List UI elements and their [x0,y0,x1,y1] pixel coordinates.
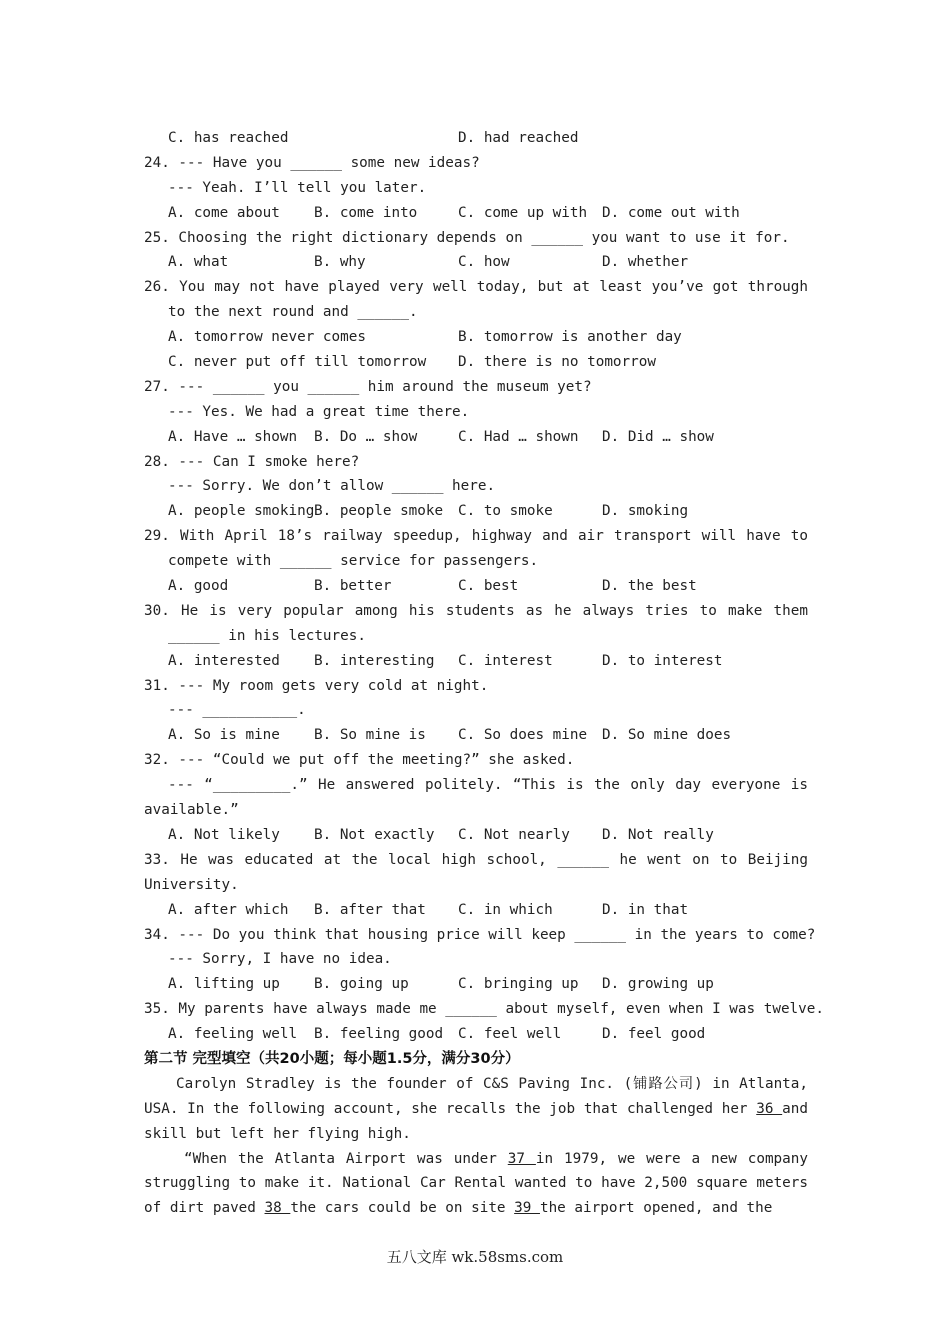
q33-stem-cont: University. [144,876,239,893]
blank-39: 39 [514,1200,540,1217]
q27-answer-line: --- Yes. We had a great time there. [168,403,470,420]
blank-38: 38 [264,1200,291,1217]
option-c: C. has reached [168,130,289,146]
q27-stem: 27. --- ______ you ______ him around the museum yet? [144,378,592,395]
q24-stem: 24. --- Have you ______ some new ideas? [144,154,480,171]
q26-options-ab [144,325,808,350]
q33-options [144,898,808,923]
option-a: A. So is mine [168,727,280,744]
option-d: D. growing up [602,976,714,993]
passage-text: in 1979, we were a new company struggling to make it. National Car Rental wanted to have 2,500 square meters of dirt paved [144,1150,808,1217]
option-a: A. good [168,578,229,595]
q24-options [144,201,808,226]
option-a: A. tomorrow never comes [168,329,366,346]
q30-stem: 30. He is very popular among his students as he always tries to make them [144,602,808,619]
q30-options [144,649,808,674]
passage-text: the airport opened, and the [539,1200,773,1217]
passage-text: and skill but left her flying high. [144,1100,808,1142]
option-b: B. going up [314,976,409,993]
option-b: B. why [314,254,366,271]
option-b: B. come into [314,204,418,221]
q26-options-cd [144,350,808,375]
option-a: A. lifting up [168,976,280,993]
blank-37: 37 [507,1150,536,1167]
option-c: C. bringing up [458,976,579,993]
exam-page [144,126,824,1221]
option-c: C. to smoke [458,503,553,520]
passage-text: “When the Atlanta Airport was under [184,1150,508,1167]
option-c: C. Not nearly [458,826,570,843]
q32-options [144,823,808,848]
q25-stem: 25. Choosing the right dictionary depends on ______ you want to use it for. [144,229,790,246]
option-b: B. So mine is [314,727,426,744]
option-b: B. feeling good [314,1026,444,1043]
option-b: B. after that [314,901,426,918]
option-d: D. Not really [602,826,714,843]
option-c: C. in which [458,901,553,918]
option-a: A. people smoking [168,503,315,520]
q32-stem: 32. --- “Could we put off the meeting?” she asked. [144,752,575,769]
q28-options [144,499,808,524]
q30-stem-cont: ______ in his lectures. [168,627,366,644]
q31-stem: 31. --- My room gets very cold at night. [144,677,489,694]
option-a: A. what [168,254,229,271]
passage-paragraph-2 [144,1147,808,1222]
option-d: D. had reached [458,130,579,146]
q29-options [144,574,808,599]
option-a: A. interested [168,652,280,669]
q32-answer-cont: available.” [144,802,239,819]
option-d: D. the best [602,578,697,595]
option-c: C. feel well [458,1026,562,1043]
option-c: C. never put off till tomorrow [168,354,427,371]
q23-options [144,126,808,151]
option-a: A. Not likely [168,826,280,843]
option-b: B. Do … show [314,428,418,445]
option-c: C. best [458,578,519,595]
option-c: C. Had … shown [458,428,579,445]
section-title: 第二节 完型填空（共20小题；每小题1.5分，满分30分） [144,1050,520,1067]
q26-stem-cont: to the next round and ______. [168,304,418,321]
option-b: B. better [314,578,392,595]
page-footer: 五八文库 wk.58sms.com [386,1248,564,1266]
q32-answer-line: --- “_________.” He answered politely. “This is the only day everyone is [168,777,808,794]
option-b: B. tomorrow is another day [458,329,682,346]
q34-stem: 34. --- Do you think that housing price will keep ______ in the years to come? [144,926,816,943]
option-d: D. smoking [602,503,689,520]
option-d: D. whether [602,254,689,271]
passage-text: the cars could be on site [290,1200,515,1217]
option-d: D. to interest [602,652,723,669]
q26-stem: 26. You may not have played very well today, but at least you’ve got through [144,279,808,296]
option-c: C. interest [458,652,553,669]
q29-stem-cont: compete with ______ service for passengers. [168,553,539,570]
q28-stem: 28. --- Can I smoke here? [144,453,360,470]
option-a: A. come about [168,204,280,221]
option-d: D. Did … show [602,428,714,445]
q34-answer-line: --- Sorry, I have no idea. [168,951,392,968]
option-c: C. how [458,254,510,271]
option-a: A. feeling well [168,1026,298,1043]
option-d: D. in that [602,901,689,918]
option-d: D. there is no tomorrow [458,354,656,371]
passage-text: Carolyn Stradley is the founder of C&S Paving Inc. (铺路公司) in Atlanta, USA. In the following account, she recalls the job that challenged her [144,1075,808,1117]
q35-options [144,1022,808,1047]
q29-stem: 29. With April 18’s railway speedup, highway and air transport will have to [144,528,808,545]
option-c: C. come up with [458,204,588,221]
option-c: C. So does mine [458,727,588,744]
option-d: D. come out with [602,204,740,221]
option-d: D. feel good [602,1026,706,1043]
q34-options [144,972,808,997]
q24-answer-line: --- Yeah. I’ll tell you later. [168,179,427,196]
option-d: D. So mine does [602,727,732,744]
q31-options [144,723,808,748]
option-b: B. people smoke [314,503,444,520]
option-a: A. Have … shown [168,428,298,445]
blank-36: 36 [756,1100,783,1117]
q31-answer-line: --- ___________. [168,702,306,719]
q25-options [144,250,808,275]
passage-paragraph-1 [144,1072,808,1147]
option-a: A. after which [168,901,289,918]
q28-answer-line: --- Sorry. We don’t allow ______ here. [168,478,496,495]
q33-stem: 33. He was educated at the local high school, ______ he went on to Beijing [144,851,808,868]
q27-options [144,425,808,450]
option-b: B. interesting [314,652,435,669]
option-b: B. Not exactly [314,826,435,843]
q35-stem: 35. My parents have always made me ______ about myself, even when I was twelve. [144,1001,824,1018]
